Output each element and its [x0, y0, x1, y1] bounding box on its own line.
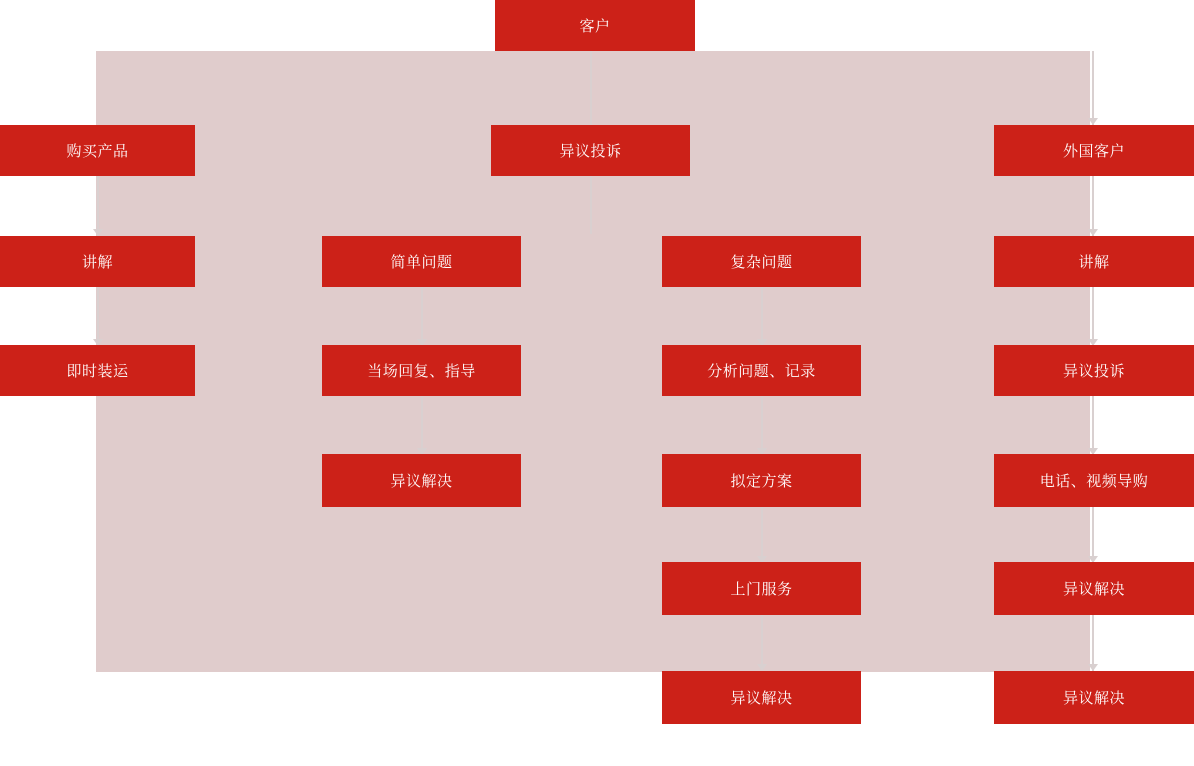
- node-col4-explain[interactable]: 讲解: [994, 236, 1194, 287]
- connector-col2-2: [421, 396, 423, 454]
- arrow-col4-6: [1088, 664, 1098, 671]
- arrow-col1-1: [93, 229, 103, 236]
- node-col3-onsite-service[interactable]: 上门服务: [662, 562, 861, 615]
- node-col3-complex-issue[interactable]: 复杂问题: [662, 236, 861, 287]
- node-col3-draft-plan[interactable]: 拟定方案: [662, 454, 861, 507]
- arrow-col3-4: [757, 664, 767, 671]
- connector-col2-1: [421, 287, 423, 345]
- node-col4-complaint[interactable]: 异议投诉: [994, 345, 1194, 396]
- connector-col3-4: [761, 615, 763, 670]
- node-customer[interactable]: 客户: [495, 0, 695, 51]
- connector-col2header-down: [590, 176, 592, 234]
- node-col1-explain[interactable]: 讲解: [0, 236, 195, 287]
- arrow-col4-1: [1088, 118, 1098, 125]
- node-col2-simple-issue[interactable]: 简单问题: [322, 236, 521, 287]
- connector-col3-3: [761, 507, 763, 562]
- node-col3-resolved[interactable]: 异议解决: [662, 671, 861, 724]
- node-col1-buy-product[interactable]: 购买产品: [0, 125, 195, 176]
- node-col2-onsite-reply[interactable]: 当场回复、指导: [322, 345, 521, 396]
- node-col4-foreign-customer[interactable]: 外国客户: [994, 125, 1194, 176]
- node-col4-phone-video-guide[interactable]: 电话、视频导购: [994, 454, 1194, 507]
- node-col2-resolved[interactable]: 异议解决: [322, 454, 521, 507]
- connector-col3-2: [761, 396, 763, 454]
- arrow-col4-2: [1088, 229, 1098, 236]
- node-col4-resolved-2[interactable]: 异议解决: [994, 671, 1194, 724]
- node-complaint-header[interactable]: 异议投诉: [491, 125, 690, 176]
- connector-col1-2: [97, 287, 99, 345]
- node-col3-analyze-record[interactable]: 分析问题、记录: [662, 345, 861, 396]
- connector-col1-1: [97, 176, 99, 236]
- node-col1-instant-shipping[interactable]: 即时装运: [0, 345, 195, 396]
- node-col4-resolved-1[interactable]: 异议解决: [994, 562, 1194, 615]
- connector-col3-1: [761, 287, 763, 345]
